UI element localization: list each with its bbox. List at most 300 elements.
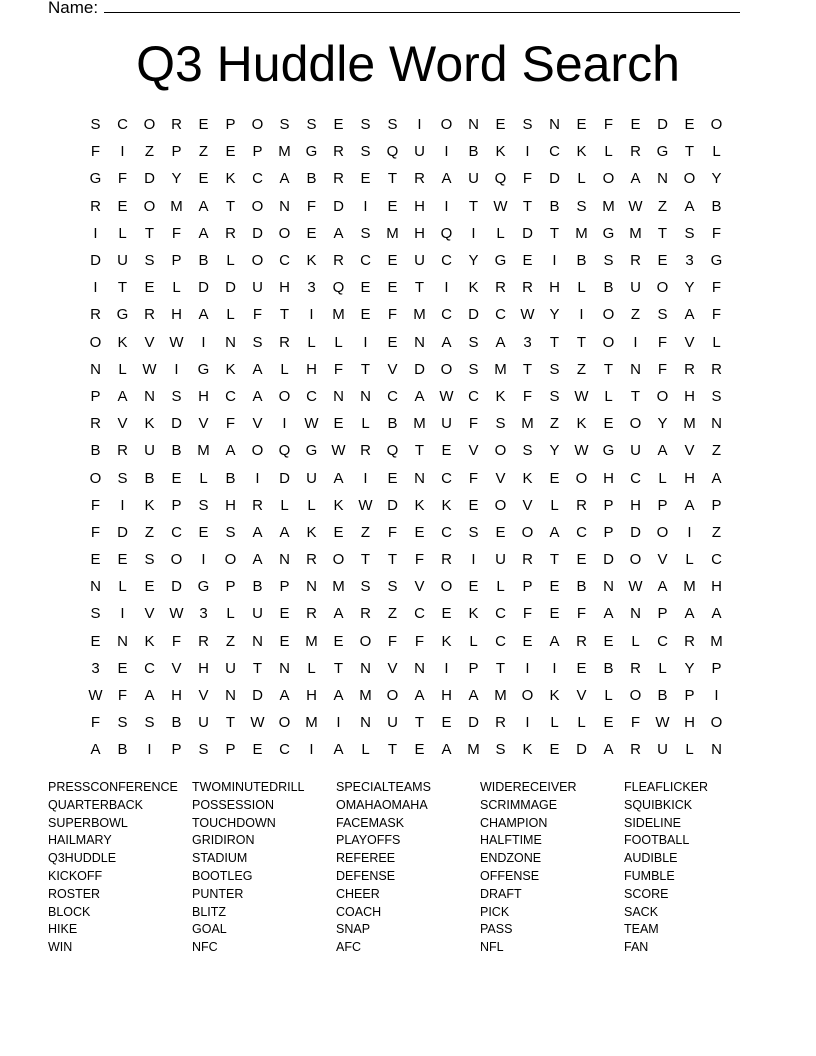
grid-letter[interactable]: P (603, 496, 614, 514)
grid-letter[interactable]: L (199, 469, 208, 487)
grid-letter[interactable]: R (198, 632, 209, 650)
grid-letter[interactable]: A (414, 687, 425, 705)
grid-letter[interactable]: F (90, 523, 101, 541)
grid-letter[interactable]: 3 (199, 605, 208, 623)
grid-letter[interactable]: A (279, 523, 290, 541)
grid-letter[interactable]: A (333, 741, 344, 759)
grid-letter[interactable]: Q (278, 442, 291, 460)
grid-letter[interactable]: E (414, 523, 425, 541)
grid-letter[interactable]: Y (171, 170, 182, 188)
grid-letter[interactable]: A (684, 605, 695, 623)
grid-letter[interactable]: A (441, 741, 452, 759)
grid-letter[interactable]: C (279, 252, 290, 270)
grid-letter[interactable]: S (657, 306, 668, 324)
grid-letter[interactable]: N (279, 551, 290, 569)
grid-letter[interactable]: P (225, 116, 236, 134)
grid-letter[interactable]: M (683, 578, 696, 596)
grid-letter[interactable]: F (711, 306, 722, 324)
grid-letter[interactable]: S (468, 333, 479, 351)
grid-letter[interactable]: R (495, 279, 506, 297)
grid-letter[interactable]: S (360, 578, 371, 596)
grid-letter[interactable]: U (414, 252, 425, 270)
grid-letter[interactable]: S (522, 442, 533, 460)
grid-letter[interactable]: R (360, 442, 371, 460)
grid-letter[interactable]: A (549, 632, 560, 650)
grid-letter[interactable]: A (684, 197, 695, 215)
grid-letter[interactable]: E (441, 442, 452, 460)
grid-letter[interactable]: Z (144, 523, 155, 541)
grid-letter[interactable]: O (278, 224, 291, 242)
grid-letter[interactable]: E (225, 143, 236, 161)
grid-letter[interactable]: A (252, 387, 263, 405)
grid-letter[interactable]: R (414, 170, 425, 188)
grid-letter[interactable]: O (656, 387, 669, 405)
grid-letter[interactable]: K (495, 143, 506, 161)
grid-letter[interactable]: A (711, 469, 722, 487)
grid-letter[interactable]: L (307, 659, 316, 677)
grid-letter[interactable]: Y (711, 170, 722, 188)
grid-letter[interactable]: U (630, 442, 641, 460)
grid-letter[interactable]: F (576, 605, 587, 623)
grid-letter[interactable]: A (252, 523, 263, 541)
grid-letter[interactable]: E (333, 632, 344, 650)
grid-letter[interactable]: S (468, 523, 479, 541)
grid-letter[interactable]: H (684, 469, 695, 487)
grid-letter[interactable]: R (495, 714, 506, 732)
grid-letter[interactable]: 3 (91, 659, 100, 677)
grid-letter[interactable]: P (279, 578, 290, 596)
grid-letter[interactable]: L (361, 741, 370, 759)
grid-letter[interactable]: H (306, 687, 317, 705)
grid-letter[interactable]: R (360, 605, 371, 623)
grid-letter[interactable]: H (711, 578, 722, 596)
grid-letter[interactable]: L (118, 224, 127, 242)
grid-letter[interactable]: C (495, 632, 506, 650)
grid-letter[interactable]: S (495, 415, 506, 433)
grid-letter[interactable]: E (603, 632, 614, 650)
grid-letter[interactable]: H (441, 687, 452, 705)
grid-letter[interactable]: F (90, 143, 101, 161)
grid-letter[interactable]: C (117, 116, 128, 134)
grid-letter[interactable]: Q (440, 224, 453, 242)
grid-letter[interactable]: N (360, 659, 371, 677)
grid-letter[interactable]: K (495, 387, 506, 405)
grid-letter[interactable]: U (387, 714, 398, 732)
grid-letter[interactable]: L (550, 714, 559, 732)
grid-letter[interactable]: P (522, 578, 533, 596)
grid-letter[interactable]: D (522, 224, 533, 242)
grid-letter[interactable]: E (387, 279, 398, 297)
grid-letter[interactable]: H (684, 387, 695, 405)
grid-letter[interactable]: O (710, 714, 723, 732)
grid-letter[interactable]: M (575, 224, 588, 242)
grid-letter[interactable]: C (630, 469, 641, 487)
grid-letter[interactable]: E (279, 605, 290, 623)
grid-letter[interactable]: O (656, 279, 669, 297)
grid-letter[interactable]: W (655, 714, 670, 732)
grid-letter[interactable]: M (413, 306, 426, 324)
grid-letter[interactable]: E (630, 116, 641, 134)
grid-letter[interactable]: O (440, 116, 453, 134)
grid-letter[interactable]: L (577, 714, 586, 732)
grid-letter[interactable]: I (363, 333, 368, 351)
grid-letter[interactable]: L (658, 469, 667, 487)
grid-letter[interactable]: I (174, 360, 179, 378)
grid-letter[interactable]: V (198, 415, 209, 433)
grid-letter[interactable]: R (306, 605, 317, 623)
grid-letter[interactable]: R (252, 496, 263, 514)
grid-letter[interactable]: E (549, 578, 560, 596)
grid-letter[interactable]: U (198, 714, 209, 732)
grid-letter[interactable]: N (144, 387, 155, 405)
grid-letter[interactable]: C (225, 387, 236, 405)
grid-letter[interactable]: I (444, 143, 449, 161)
grid-letter[interactable]: V (414, 578, 425, 596)
grid-letter[interactable]: U (144, 442, 155, 460)
grid-letter[interactable]: C (441, 306, 452, 324)
grid-letter[interactable]: E (117, 197, 128, 215)
grid-letter[interactable]: B (171, 714, 182, 732)
grid-letter[interactable]: N (711, 741, 722, 759)
grid-letter[interactable]: H (279, 279, 290, 297)
grid-letter[interactable]: D (468, 714, 479, 732)
grid-letter[interactable]: O (251, 116, 264, 134)
grid-letter[interactable]: I (525, 714, 530, 732)
grid-letter[interactable]: V (495, 469, 506, 487)
grid-letter[interactable]: F (522, 605, 533, 623)
grid-letter[interactable]: S (360, 116, 371, 134)
grid-letter[interactable]: E (495, 523, 506, 541)
grid-letter[interactable]: E (333, 415, 344, 433)
grid-letter[interactable]: I (687, 523, 692, 541)
grid-letter[interactable]: H (171, 687, 182, 705)
grid-letter[interactable]: S (576, 197, 587, 215)
grid-letter[interactable]: E (360, 306, 371, 324)
grid-letter[interactable]: M (332, 578, 345, 596)
grid-letter[interactable]: O (602, 306, 615, 324)
grid-letter[interactable]: K (144, 632, 155, 650)
grid-letter[interactable]: I (336, 714, 341, 732)
grid-letter[interactable]: E (279, 632, 290, 650)
grid-letter[interactable]: D (333, 197, 344, 215)
grid-letter[interactable]: Y (684, 279, 695, 297)
grid-letter[interactable]: V (684, 333, 695, 351)
grid-letter[interactable]: G (197, 360, 210, 378)
grid-letter[interactable]: R (684, 632, 695, 650)
grid-letter[interactable]: C (441, 252, 452, 270)
grid-letter[interactable]: W (88, 687, 103, 705)
grid-letter[interactable]: H (198, 659, 209, 677)
grid-letter[interactable]: G (602, 442, 615, 460)
grid-letter[interactable]: F (387, 632, 398, 650)
grid-letter[interactable]: W (250, 714, 265, 732)
grid-letter[interactable]: M (359, 687, 372, 705)
grid-letter[interactable]: L (685, 741, 694, 759)
grid-letter[interactable]: S (549, 360, 560, 378)
grid-letter[interactable]: P (171, 252, 182, 270)
grid-letter[interactable]: F (414, 632, 425, 650)
grid-letter[interactable]: H (225, 496, 236, 514)
grid-letter[interactable]: E (468, 496, 479, 514)
grid-letter[interactable]: O (629, 687, 642, 705)
grid-letter[interactable]: P (711, 496, 722, 514)
grid-letter[interactable]: F (522, 170, 533, 188)
grid-letter[interactable]: A (198, 306, 209, 324)
grid-letter[interactable]: K (225, 170, 236, 188)
grid-letter[interactable]: L (361, 415, 370, 433)
grid-letter[interactable]: Z (576, 360, 587, 378)
grid-letter[interactable]: W (493, 197, 508, 215)
grid-letter[interactable]: A (657, 442, 668, 460)
grid-letter[interactable]: P (657, 496, 668, 514)
grid-letter[interactable]: M (413, 415, 426, 433)
grid-letter[interactable]: L (469, 632, 478, 650)
grid-letter[interactable]: W (304, 415, 319, 433)
grid-letter[interactable]: M (197, 442, 210, 460)
grid-letter[interactable]: M (710, 632, 723, 650)
grid-letter[interactable]: L (307, 333, 316, 351)
grid-letter[interactable]: D (225, 279, 236, 297)
grid-letter[interactable]: R (90, 415, 101, 433)
grid-letter[interactable]: T (117, 279, 128, 297)
grid-letter[interactable]: W (520, 306, 535, 324)
grid-letter[interactable]: N (117, 632, 128, 650)
grid-letter[interactable]: U (468, 170, 479, 188)
grid-letter[interactable]: C (279, 741, 290, 759)
grid-letter[interactable]: W (574, 442, 589, 460)
grid-letter[interactable]: I (201, 333, 206, 351)
grid-letter[interactable]: E (117, 659, 128, 677)
grid-letter[interactable]: D (171, 415, 182, 433)
grid-letter[interactable]: I (633, 333, 638, 351)
grid-letter[interactable]: S (387, 116, 398, 134)
grid-letter[interactable]: D (630, 523, 641, 541)
grid-letter[interactable]: O (629, 415, 642, 433)
grid-letter[interactable]: F (90, 496, 101, 514)
grid-letter[interactable]: E (603, 415, 614, 433)
grid-letter[interactable]: V (387, 659, 398, 677)
grid-letter[interactable]: O (710, 116, 723, 134)
grid-letter[interactable]: E (117, 551, 128, 569)
grid-letter[interactable]: A (198, 224, 209, 242)
grid-letter[interactable]: E (144, 578, 155, 596)
grid-letter[interactable]: T (387, 551, 398, 569)
grid-letter[interactable]: R (630, 143, 641, 161)
grid-letter[interactable]: F (711, 279, 722, 297)
grid-letter[interactable]: W (628, 578, 643, 596)
grid-letter[interactable]: R (306, 551, 317, 569)
grid-letter[interactable]: E (387, 252, 398, 270)
grid-letter[interactable]: O (332, 551, 345, 569)
grid-letter[interactable]: S (279, 116, 290, 134)
grid-letter[interactable]: U (630, 279, 641, 297)
grid-letter[interactable]: F (171, 224, 182, 242)
grid-letter[interactable]: S (360, 143, 371, 161)
grid-letter[interactable]: I (93, 279, 98, 297)
grid-letter[interactable]: O (89, 333, 102, 351)
grid-letter[interactable]: G (656, 143, 669, 161)
grid-letter[interactable]: Y (549, 306, 560, 324)
grid-letter[interactable]: M (386, 224, 399, 242)
grid-letter[interactable]: Y (657, 415, 668, 433)
grid-letter[interactable]: O (629, 551, 642, 569)
grid-letter[interactable]: O (683, 170, 696, 188)
grid-letter[interactable]: T (684, 143, 695, 161)
grid-letter[interactable]: N (279, 197, 290, 215)
grid-letter[interactable]: V (387, 360, 398, 378)
grid-letter[interactable]: L (496, 224, 505, 242)
grid-letter[interactable]: O (251, 442, 264, 460)
grid-letter[interactable]: O (521, 523, 534, 541)
grid-letter[interactable]: I (417, 116, 422, 134)
grid-letter[interactable]: A (684, 496, 695, 514)
grid-letter[interactable]: B (387, 415, 398, 433)
grid-letter[interactable]: E (603, 714, 614, 732)
grid-letter[interactable]: N (90, 360, 101, 378)
grid-letter[interactable]: A (333, 605, 344, 623)
grid-letter[interactable]: O (89, 469, 102, 487)
grid-letter[interactable]: C (576, 523, 587, 541)
grid-letter[interactable]: C (414, 605, 425, 623)
grid-letter[interactable]: B (657, 687, 668, 705)
grid-letter[interactable]: O (143, 116, 156, 134)
grid-letter[interactable]: I (471, 224, 476, 242)
grid-letter[interactable]: K (522, 741, 533, 759)
grid-letter[interactable]: I (120, 605, 125, 623)
grid-letter[interactable]: W (628, 197, 643, 215)
grid-letter[interactable]: M (332, 306, 345, 324)
grid-letter[interactable]: S (684, 224, 695, 242)
grid-letter[interactable]: S (360, 224, 371, 242)
grid-letter[interactable]: G (494, 252, 507, 270)
grid-letter[interactable]: A (711, 605, 722, 623)
grid-letter[interactable]: D (576, 741, 587, 759)
grid-letter[interactable]: K (333, 496, 344, 514)
grid-letter[interactable]: P (603, 523, 614, 541)
grid-letter[interactable]: C (387, 387, 398, 405)
grid-letter[interactable]: E (576, 551, 587, 569)
grid-letter[interactable]: R (630, 659, 641, 677)
grid-letter[interactable]: K (117, 333, 128, 351)
grid-letter[interactable]: H (549, 279, 560, 297)
grid-letter[interactable]: A (333, 469, 344, 487)
grid-letter[interactable]: T (468, 197, 479, 215)
grid-letter[interactable]: A (252, 551, 263, 569)
grid-letter[interactable]: L (226, 306, 235, 324)
grid-letter[interactable]: H (198, 387, 209, 405)
grid-letter[interactable]: P (657, 605, 668, 623)
grid-letter[interactable]: O (224, 551, 237, 569)
grid-letter[interactable]: U (414, 143, 425, 161)
grid-letter[interactable]: H (306, 360, 317, 378)
grid-letter[interactable]: B (711, 197, 722, 215)
grid-letter[interactable]: U (306, 469, 317, 487)
grid-letter[interactable]: S (90, 116, 101, 134)
grid-letter[interactable]: M (602, 197, 615, 215)
grid-letter[interactable]: B (225, 469, 236, 487)
grid-letter[interactable]: N (360, 714, 371, 732)
grid-letter[interactable]: A (279, 170, 290, 188)
grid-letter[interactable]: F (522, 387, 533, 405)
grid-letter[interactable]: T (333, 659, 344, 677)
grid-letter[interactable]: O (521, 687, 534, 705)
grid-letter[interactable]: S (198, 496, 209, 514)
grid-letter[interactable]: S (171, 387, 182, 405)
grid-letter[interactable]: A (279, 687, 290, 705)
grid-letter[interactable]: E (468, 578, 479, 596)
grid-letter[interactable]: U (495, 551, 506, 569)
grid-letter[interactable]: K (441, 496, 452, 514)
grid-letter[interactable]: E (198, 116, 209, 134)
grid-letter[interactable]: I (444, 197, 449, 215)
grid-letter[interactable]: T (225, 197, 236, 215)
grid-letter[interactable]: A (333, 687, 344, 705)
grid-letter[interactable]: T (252, 659, 263, 677)
grid-letter[interactable]: T (549, 333, 560, 351)
grid-letter[interactable]: S (144, 252, 155, 270)
grid-letter[interactable]: E (198, 170, 209, 188)
grid-letter[interactable]: M (494, 687, 507, 705)
grid-letter[interactable]: H (414, 197, 425, 215)
grid-letter[interactable]: B (468, 143, 479, 161)
grid-letter[interactable]: Z (549, 415, 560, 433)
grid-letter[interactable]: Z (360, 523, 371, 541)
grid-letter[interactable]: T (549, 224, 560, 242)
grid-letter[interactable]: E (549, 469, 560, 487)
grid-letter[interactable]: A (144, 687, 155, 705)
grid-letter[interactable]: L (118, 360, 127, 378)
grid-letter[interactable]: G (305, 442, 318, 460)
grid-letter[interactable]: D (414, 360, 425, 378)
grid-letter[interactable]: A (549, 523, 560, 541)
grid-letter[interactable]: A (90, 741, 101, 759)
grid-letter[interactable]: L (280, 496, 289, 514)
grid-letter[interactable]: E (441, 714, 452, 732)
grid-letter[interactable]: E (333, 523, 344, 541)
grid-letter[interactable]: C (144, 659, 155, 677)
grid-letter[interactable]: D (198, 279, 209, 297)
grid-letter[interactable]: R (117, 442, 128, 460)
grid-letter[interactable]: S (252, 333, 263, 351)
grid-letter[interactable]: K (441, 632, 452, 650)
grid-letter[interactable]: M (629, 224, 642, 242)
grid-letter[interactable]: 3 (685, 252, 694, 270)
grid-letter[interactable]: R (522, 279, 533, 297)
grid-letter[interactable]: N (603, 578, 614, 596)
grid-letter[interactable]: P (90, 387, 101, 405)
grid-letter[interactable]: S (603, 252, 614, 270)
grid-letter[interactable]: K (468, 279, 479, 297)
grid-letter[interactable]: O (278, 387, 291, 405)
grid-letter[interactable]: I (147, 741, 152, 759)
grid-letter[interactable]: O (386, 687, 399, 705)
grid-letter[interactable]: V (144, 333, 155, 351)
grid-letter[interactable]: W (169, 605, 184, 623)
grid-letter[interactable]: E (549, 741, 560, 759)
grid-letter[interactable]: S (117, 469, 128, 487)
grid-letter[interactable]: Q (332, 279, 345, 297)
grid-letter[interactable]: F (711, 224, 722, 242)
grid-letter[interactable]: E (522, 252, 533, 270)
grid-letter[interactable]: Y (684, 659, 695, 677)
grid-letter[interactable]: E (387, 469, 398, 487)
grid-letter[interactable]: C (306, 387, 317, 405)
grid-letter[interactable]: Y (549, 442, 560, 460)
grid-letter[interactable]: Z (630, 306, 641, 324)
grid-letter[interactable]: L (118, 578, 127, 596)
grid-letter[interactable]: F (225, 415, 236, 433)
grid-letter[interactable]: A (441, 333, 452, 351)
